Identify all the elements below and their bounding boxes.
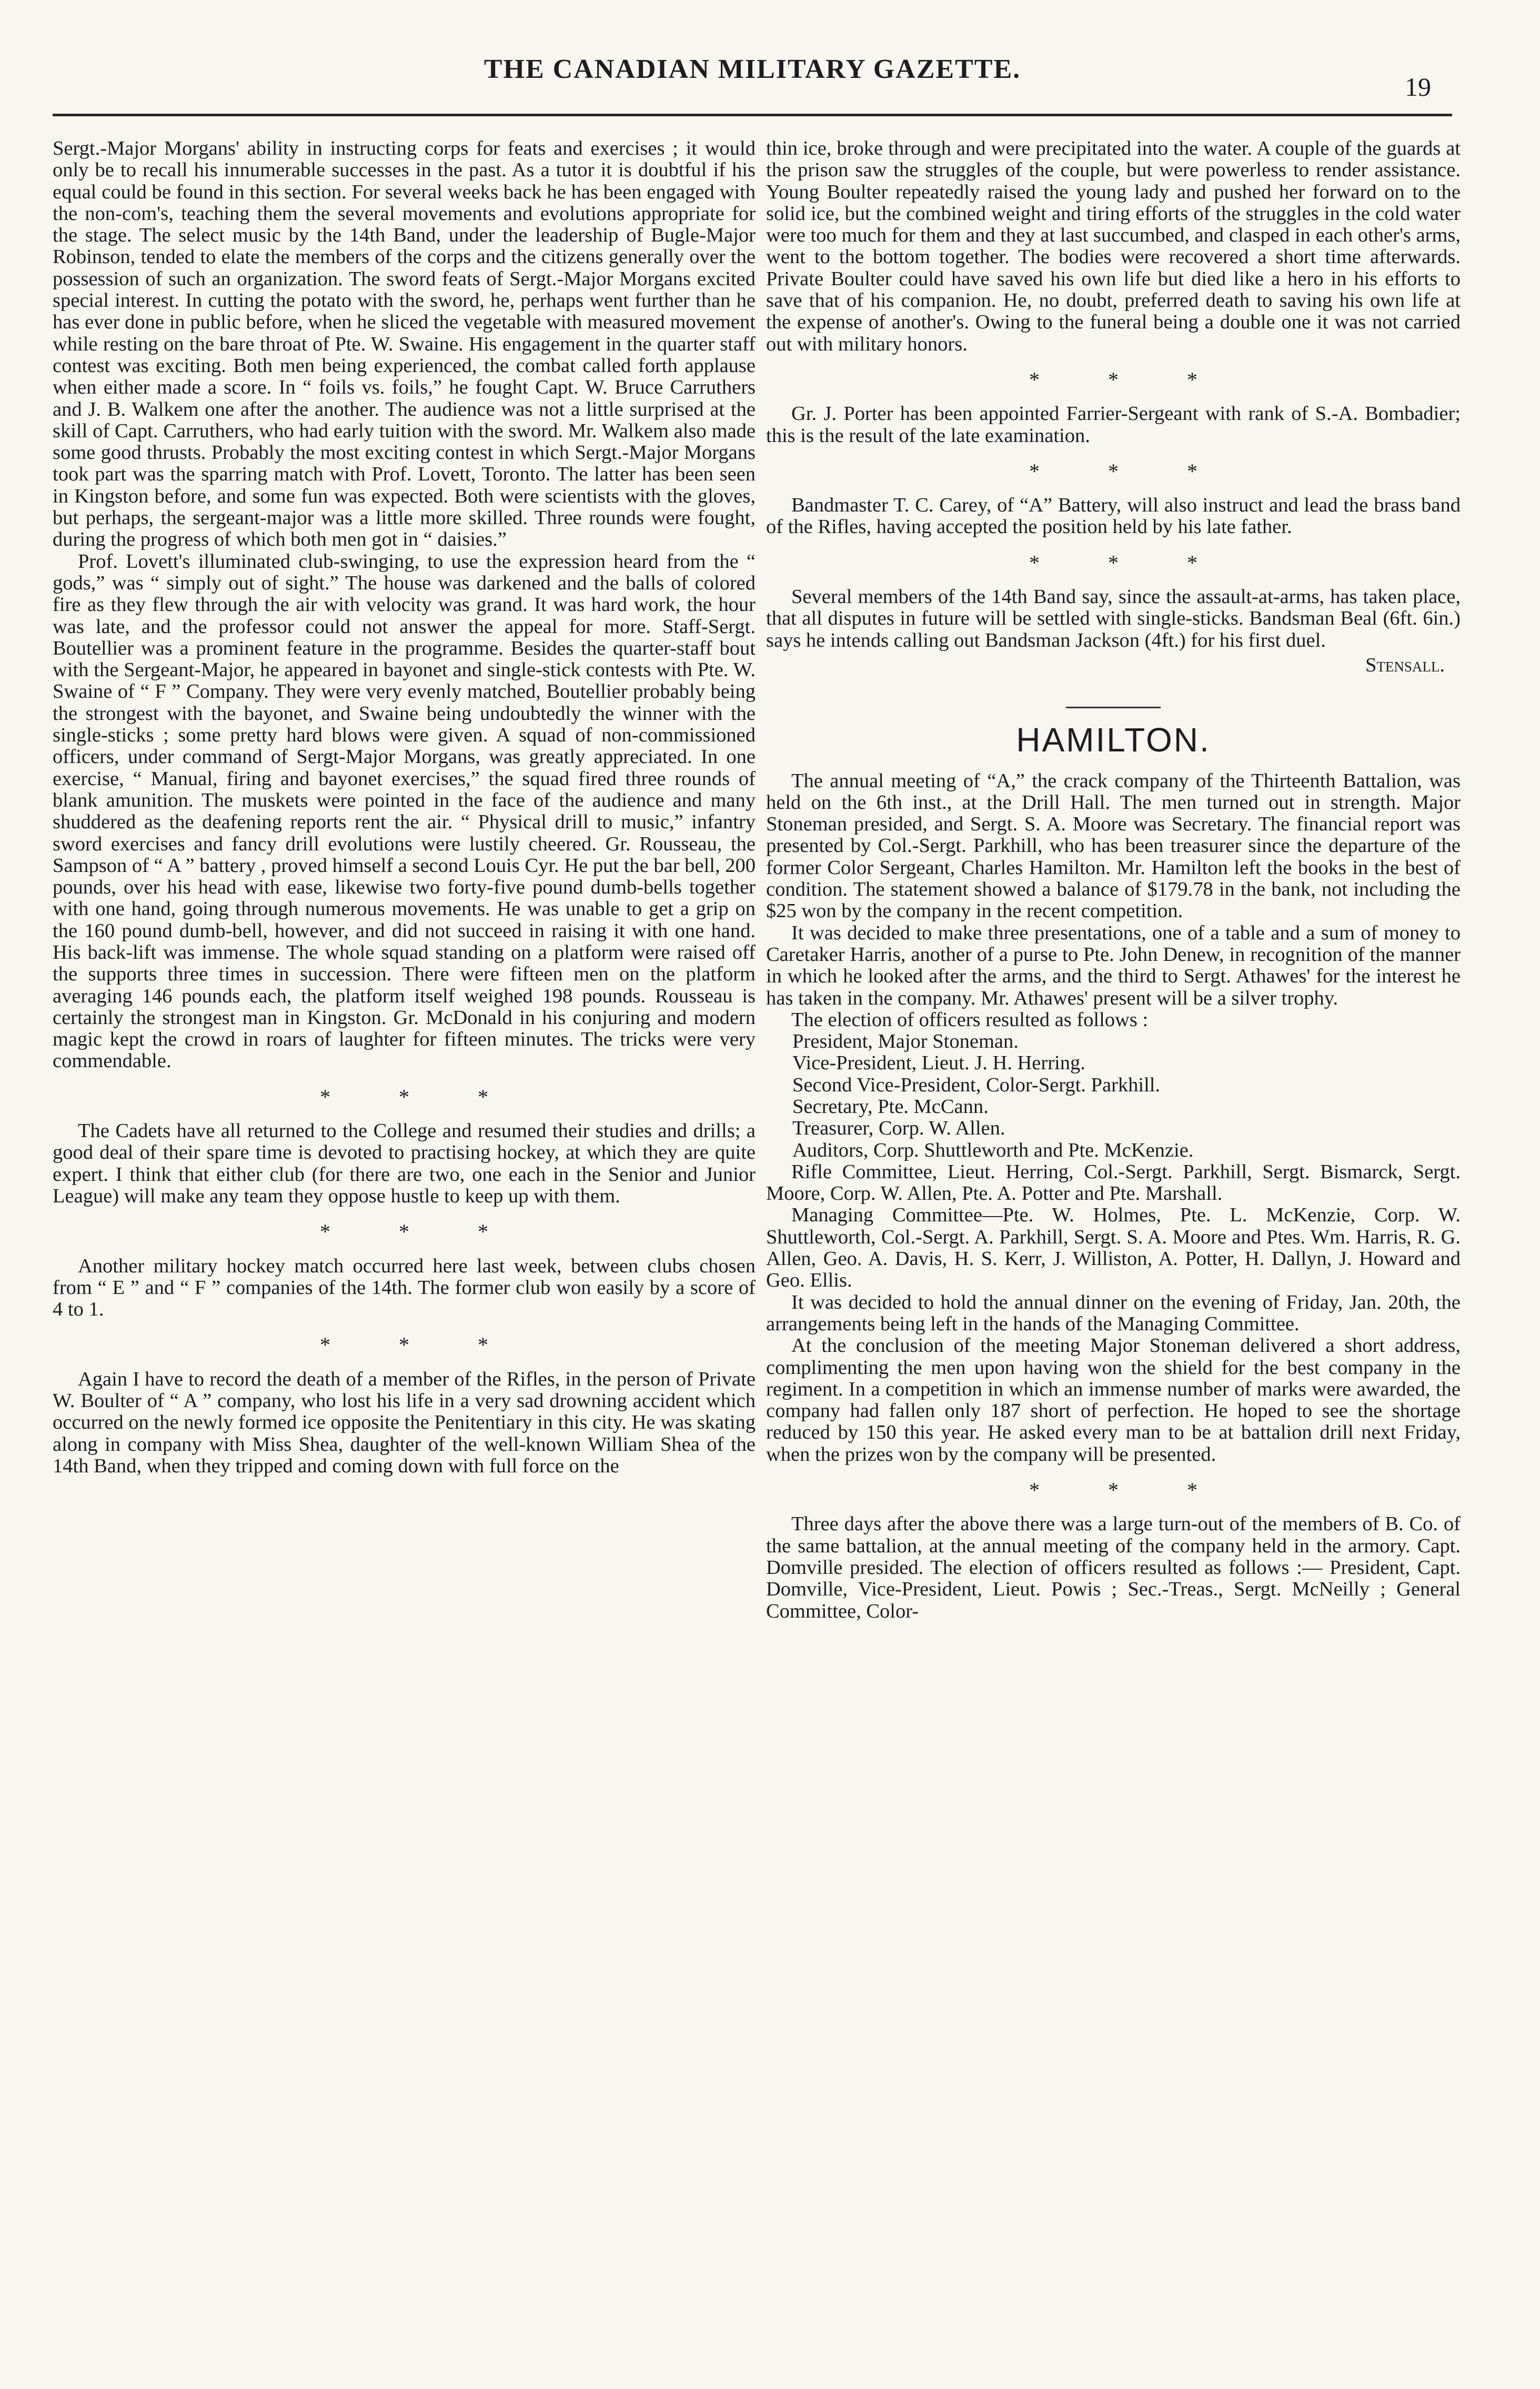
- article-paragraph: It was decided to make three presentations, one of a table and a sum of money to Caretaker Harris, another of a purse to Pte. John Denew, in recognition of the manner in which he looked after the arms, and the third to Sergt. Athawes' for the interest he has taken in the company. Mr. Athawes' present will be a silver trophy.: [766, 921, 1461, 1009]
- article-paragraph: Another military hockey match occurred here last week, between clubs chosen from “ E ” and “ F ” companies of the 14th. The former club won easily by a score of 4 to 1.: [53, 1254, 756, 1321]
- article-paragraph: At the conclusion of the meeting Major Stoneman delivered a short address, complimenting the men upon having won the shield for the best company in the regiment. In a competition in which an immense number of marks were awarded, the company had fallen only 187 short of perfection. He hoped to see the shortage reduced by 150 this year. He asked every man to be at battalion drill next Friday, when the prizes won by the company will be presented.: [766, 1334, 1461, 1465]
- section-separator: * * *: [320, 1085, 520, 1109]
- correspondent-signature: Stensall.: [1365, 654, 1445, 676]
- article-paragraph: Again I have to record the death of a member of the Rifles, in the person of Private W. Boulter of “ A ” company, who lost his life in a very sad drowning accident which occurred on the newly formed ice opposite the Penitentiary in this city. He was skating along in company with Miss Shea, daughter of the well-known William Shea of the 14th Band, when they tripped and coming down with full force on the: [53, 1368, 756, 1477]
- managing-committee: Managing Committee—Pte. W. Holmes, Pte. L. McKenzie, Corp. W. Shuttleworth, Col.-Sergt. A. Parkhill, Sergt. S. A. Moore and Ptes. Wm. Harris, R. G. Allen, Geo. A. Davis, H. S. Kerr, J. Williston, A. Potter, H. Dallyn, J. Howard and Geo. Ellis.: [766, 1204, 1461, 1292]
- article-paragraph: Several members of the 14th Band say, since the assault-at-arms, has taken place, that all disputes in future will be settled with single-sticks. Bandsman Beal (6ft. 6in.) says he intends calling out Bandsman Jackson (4ft.) for his first duel.: [766, 586, 1461, 651]
- article-paragraph: thin ice, broke through and were precipitated into the water. A couple of the guards at the prison saw the struggles of the couple, but were powerless to render assistance. Young Boulter repeatedly raised the young lady and pushed her forward on to the solid ice, but the combined weight and tiring efforts of the struggles in the cold water were too much for them and they at last succumbed, and clasped in each other's arms, went to the bottom together. The bodies were recovered a short time afterwards. Private Boulter could have saved his own life but died like a hero in his efforts to save that of his companion. He, no doubt, preferred death to saving his own life at the expense of another's. Owing to the funeral being a double one it was not carried out with military honors.: [766, 137, 1461, 355]
- officer-entry: Treasurer, Corp. W. Allen.: [792, 1117, 1005, 1140]
- article-paragraph: The Cadets have all returned to the College and resumed their studies and drills; a good deal of their spare time is devoted to practising hockey, at which they are quite expert. I think that either club (for there are two, one each in the Senior and Junior League) will make any team they oppose hustle to keep up with them.: [53, 1120, 756, 1207]
- masthead: THE CANADIAN MILITARY GAZETTE.: [484, 54, 1021, 84]
- section-title-hamilton: HAMILTON.: [1016, 721, 1211, 759]
- article-paragraph: Gr. J. Porter has been appointed Farrier-Sergeant with rank of S.-A. Bombadier; this is the result of the late examination.: [766, 403, 1461, 447]
- section-separator: * * *: [1029, 367, 1229, 392]
- rifle-committee: Rifle Committee, Lieut. Herring, Col.-Sergt. Parkhill, Sergt. Bismarck, Sergt. Moore, Corp. W. Allen, Pte. A. Potter and Pte. Marshall.: [766, 1160, 1461, 1205]
- officers-list: [792, 1031, 1461, 1161]
- section-divider: [1066, 707, 1161, 708]
- officer-entry: President, Major Stoneman.: [792, 1030, 1019, 1053]
- right-column: [766, 138, 1461, 1622]
- section-separator: * * *: [1029, 1478, 1229, 1502]
- officer-entry: Secretary, Pte. McCann.: [792, 1095, 989, 1118]
- officer-entry: Auditors, Corp. Shuttleworth and Pte. McKenzie.: [792, 1139, 1194, 1161]
- officer-entry: Vice-President, Lieut. J. H. Herring.: [792, 1052, 1085, 1075]
- left-column: [53, 138, 756, 1477]
- officer-entry: Second Vice-President, Color-Sergt. Parkhill.: [792, 1073, 1161, 1096]
- article-paragraph: Prof. Lovett's illuminated club-swinging, to use the expression heard from the “ gods,” was “ simply out of sight.” The house was darkened and the balls of colored fire as they flew through the air with velocity was grand. It was hard work, the hour was late, and the professor could not answer the appeal for more. Staff-Sergt. Boutellier was a prominent feature in the programme. Besides the quarter-staff bout with the Sergeant-Major, he appeared in bayonet and single-stick contests with Pte. W. Swaine of “ F ” Company. They were very evenly matched, Boutellier probably being the strongest with the bayonet, and Swaine being undoubtedly the winner with the single-sticks ; some pretty hard blows were given. A squad of non-commissioned officers, under command of Sergt-Major Morgans, was greatly appreciated. In one exercise, “ Manual, firing and bayonet exercises,” the squad fired three rounds of blank amunition. The muskets were pointed in the face of the audience and many shuddered as the deafening reports rent the air. “ Physical drill to music,” infantry sword exercises and fancy drill evolutions were lustily cheered. Gr. Rousseau, the Sampson of “ A ” battery , proved himself a second Louis Cyr. He put the bar bell, 200 pounds, over his head with ease, likewise two forty-five pound dumb-bells together with one hand, going through numerous movements. He was unable to get a grip on the 160 pound dumb-bell, however, and did not succeed in raising it with one hand. His back-lift was immense. The whole squad standing on a platform were raised off the supports three times in succession. There were fifteen men on the platform averaging 146 pounds each, the platform itself weighed 198 pounds. Rousseau is certainly the strongest man in Kingston. Gr. McDonald in his conjuring and modern magic kept the crowd in roars of laughter for fifteen minutes. The tricks were very commendable.: [53, 550, 756, 1072]
- article-paragraph: It was decided to hold the annual dinner on the evening of Friday, Jan. 20th, the arrangements being left in the hands of the Managing Committee.: [766, 1291, 1461, 1335]
- page-number: 19: [1405, 72, 1431, 102]
- section-separator: * * *: [1029, 550, 1229, 575]
- article-paragraph: Sergt.-Major Morgans' ability in instructing corps for feats and exercises ; it would only be to recall his innumerable successes in the past. As a tutor it is doubtful if his equal could be found in this section. For several weeks back he has been engaged with the non-com's, teaching them the several movements and evolutions appropriate for the stage. The select music by the 14th Band, under the leadership of Bugle-Major Robinson, tended to elate the members of the corps and the citizens generally over the possession of such an organization. The sword feats of Sergt.-Major Morgans excited special interest. In cutting the potato with the sword, he, perhaps went further than he has ever done in public before, when he sliced the vegetable with measured movement while resting on the bare throat of Pte. W. Swaine. His engagement in the quarter staff contest was exciting. Both men being experienced, the combat called forth applause when either made a score. In “ foils vs. foils,” he fought Capt. W. Bruce Carruthers and J. B. Walkem one after the another. The audience was not a little surprised at the skill of Capt. Carruthers, who had early tuition with the sword. Mr. Walkem also made some good thrusts. Probably the most exciting contest in which Sergt.-Major Morgans took part was the sparring match with Prof. Lovett, Toronto. The latter has been seen in Kingston before, and some fun was expected. Both were scientists with the gloves, but perhaps, the sergeant-major was a little more skilled. Three rounds were fought, during the progress of which both men got in “ daisies.”: [53, 137, 756, 551]
- election-intro: The election of officers resulted as follows :: [791, 1008, 1149, 1031]
- page-header: [53, 51, 1452, 116]
- section-separator: * * *: [320, 1220, 520, 1244]
- section-separator: * * *: [1029, 459, 1229, 483]
- article-paragraph: The annual meeting of “A,” the crack company of the Thirteenth Battalion, was held on the 6th inst., at the Drill Hall. The men turned out in strength. Major Stoneman presided, and Sergt. S. A. Moore was Secretary. The financial report was presented by Col.-Sergt. Parkhill, who has been treasurer since the departure of the former Color Sergeant, Charles Hamilton. Mr. Hamilton left the books in the best of condition. The statement showed a balance of $179.78 in the bank, not including the $25 won by the company in the recent competition.: [766, 769, 1461, 922]
- section-separator: * * *: [320, 1333, 520, 1357]
- article-paragraph: Bandmaster T. C. Carey, of “A” Battery, will also instruct and lead the brass band of the Rifles, having accepted the position held by his late father.: [766, 494, 1461, 538]
- article-paragraph: Three days after the above there was a large turn-out of the members of B. Co. of the same battalion, at the annual meeting of the company held in the armory. Capt. Domville presided. The election of officers resulted as follows :— President, Capt. Domville, Vice-President, Lieut. Powis ; Sec.-Treas., Sergt. McNeilly ; General Committee, Color-: [766, 1513, 1461, 1622]
